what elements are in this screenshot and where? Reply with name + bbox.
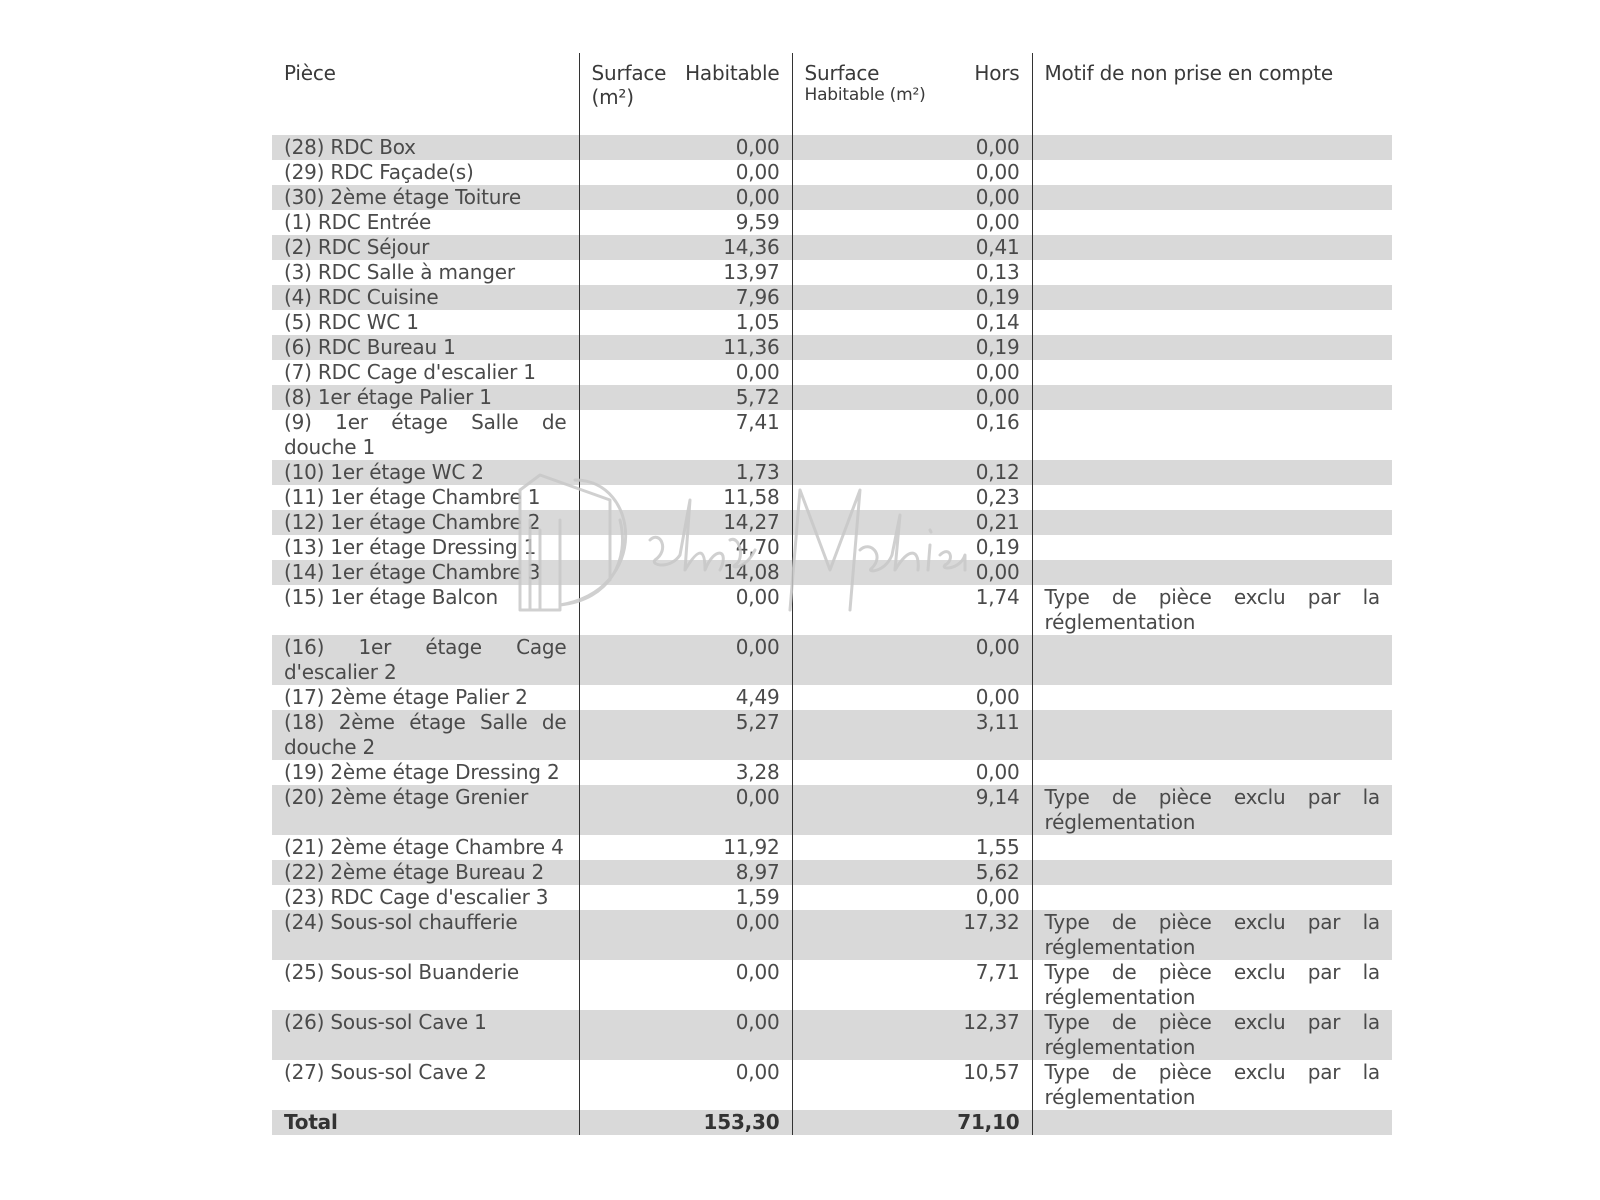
cell-surface-hors-habitable: 0,00 — [792, 885, 1032, 910]
cell-piece: (16) 1er étage Cage d'escalier 2 — [272, 635, 579, 685]
cell-piece: (8) 1er étage Palier 1 — [272, 385, 579, 410]
table-row — [272, 710, 1392, 760]
cell-surface-habitable: 0,00 — [579, 185, 792, 210]
cell-motif — [1032, 460, 1392, 485]
header-hab-word2: Habitable — [685, 61, 780, 85]
cell-surface-habitable: 0,00 — [579, 635, 792, 685]
table-row — [272, 585, 1392, 635]
cell-surface-hors-habitable: 0,23 — [792, 485, 1032, 510]
cell-surface-habitable: 5,27 — [579, 710, 792, 760]
header-hab-unit: (m²) — [591, 85, 634, 109]
cell-surface-habitable: 5,72 — [579, 385, 792, 410]
total-motif — [1032, 1110, 1392, 1135]
table-body — [272, 123, 1392, 1135]
cell-surface-hors-habitable: 0,00 — [792, 635, 1032, 685]
cell-surface-hors-habitable: 0,00 — [792, 160, 1032, 185]
cell-motif — [1032, 185, 1392, 210]
header-piece-label: Pièce — [284, 61, 336, 85]
cell-motif — [1032, 835, 1392, 860]
cell-surface-hors-habitable: 0,00 — [792, 385, 1032, 410]
table-row — [272, 210, 1392, 235]
cell-motif: Type de pièce exclu par la réglementation — [1032, 585, 1392, 635]
table-row — [272, 960, 1392, 1010]
header-hab-word1: Surface — [591, 61, 667, 85]
cell-piece: (4) RDC Cuisine — [272, 285, 579, 310]
cell-surface-hors-habitable: 9,14 — [792, 785, 1032, 835]
table-row — [272, 835, 1392, 860]
table-row — [272, 335, 1392, 360]
cell-piece: (21) 2ème étage Chambre 4 — [284, 835, 564, 859]
cell-surface-hors-habitable: 10,57 — [792, 1060, 1032, 1110]
cell-surface-hors-habitable: 1,74 — [792, 585, 1032, 635]
header-hors-word2: Hors — [974, 61, 1020, 85]
cell-piece: (14) 1er étage Chambre 3 — [272, 560, 579, 585]
cell-surface-habitable: 1,59 — [579, 885, 792, 910]
cell-motif — [1032, 235, 1392, 260]
cell-piece: (25) Sous-sol Buanderie — [284, 960, 520, 984]
cell-surface-habitable: 8,97 — [579, 860, 792, 885]
table-row — [272, 635, 1392, 685]
cell-surface-habitable: 0,00 — [579, 910, 792, 960]
cell-surface-hors-habitable: 0,12 — [792, 460, 1032, 485]
cell-motif — [1032, 635, 1392, 685]
cell-motif: Type de pièce exclu par la réglementation — [1032, 1060, 1392, 1110]
cell-motif: Type de pièce exclu par la réglementation — [1032, 960, 1392, 1010]
total-row — [272, 1110, 1392, 1135]
cell-surface-habitable: 1,73 — [579, 460, 792, 485]
cell-motif — [1032, 385, 1392, 410]
cell-piece: (10) 1er étage WC 2 — [272, 460, 579, 485]
cell-motif — [1032, 685, 1392, 710]
cell-motif — [1032, 360, 1392, 385]
header-spacer — [272, 123, 1392, 135]
table-row — [272, 485, 1392, 510]
cell-piece: (26) Sous-sol Cave 1 — [272, 1010, 579, 1060]
table-row — [272, 185, 1392, 210]
header-surface-hors-habitable — [792, 53, 1032, 123]
cell-surface-habitable: 11,58 — [579, 485, 792, 510]
cell-surface-habitable: 11,92 — [579, 835, 792, 860]
table-row — [272, 885, 1392, 910]
cell-motif — [1032, 410, 1392, 460]
header-hors-word1: Surface — [804, 61, 880, 85]
cell-motif — [1032, 335, 1392, 360]
cell-piece: (13) 1er étage Dressing 1 — [284, 535, 537, 559]
cell-motif — [1032, 560, 1392, 585]
cell-surface-hors-habitable: 0,19 — [792, 285, 1032, 310]
cell-surface-habitable: 0,00 — [579, 1060, 792, 1110]
cell-surface-habitable: 0,00 — [579, 135, 792, 160]
table-row — [272, 410, 1392, 460]
cell-motif — [1032, 885, 1392, 910]
cell-motif — [1032, 710, 1392, 760]
table-row — [272, 235, 1392, 260]
cell-surface-habitable: 14,08 — [579, 560, 792, 585]
cell-piece: (12) 1er étage Chambre 2 — [272, 510, 579, 535]
cell-surface-habitable: 11,36 — [579, 335, 792, 360]
cell-motif — [1032, 760, 1392, 785]
header-piece — [272, 53, 579, 123]
cell-surface-habitable: 7,96 — [579, 285, 792, 310]
header-motif-label: Motif de non prise en compte — [1044, 61, 1333, 85]
cell-piece: (3) RDC Salle à manger — [284, 260, 515, 284]
header-hors-unit: Habitable (m²) — [804, 85, 926, 105]
cell-motif — [1032, 510, 1392, 535]
cell-piece: (5) RDC WC 1 — [284, 310, 419, 334]
cell-piece: (6) RDC Bureau 1 — [272, 335, 579, 360]
cell-surface-hors-habitable: 0,00 — [792, 360, 1032, 385]
cell-surface-habitable: 0,00 — [579, 960, 792, 1010]
cell-piece: (7) RDC Cage d'escalier 1 — [284, 360, 536, 384]
cell-piece: (18) 2ème étage Salle de douche 2 — [272, 710, 579, 760]
cell-motif — [1032, 485, 1392, 510]
cell-piece: (30) 2ème étage Toiture — [272, 185, 579, 210]
cell-motif: Type de pièce exclu par la réglementation — [1032, 1010, 1392, 1060]
total-label: Total — [272, 1110, 579, 1135]
cell-surface-habitable: 0,00 — [579, 160, 792, 185]
cell-surface-hors-habitable: 5,62 — [792, 860, 1032, 885]
cell-surface-habitable: 0,00 — [579, 785, 792, 835]
cell-motif: Type de pièce exclu par la réglementation — [1032, 910, 1392, 960]
cell-surface-hors-habitable: 0,00 — [792, 135, 1032, 160]
cell-surface-hors-habitable: 17,32 — [792, 910, 1032, 960]
cell-surface-hors-habitable: 0,19 — [792, 535, 1032, 560]
cell-piece: (17) 2ème étage Palier 2 — [284, 685, 528, 709]
cell-surface-hors-habitable: 0,00 — [792, 685, 1032, 710]
cell-motif — [1032, 860, 1392, 885]
total-surface-hors-habitable: 71,10 — [792, 1110, 1032, 1135]
cell-motif — [1032, 160, 1392, 185]
table-row — [272, 310, 1392, 335]
cell-surface-habitable: 4,49 — [579, 685, 792, 710]
cell-piece: (15) 1er étage Balcon — [284, 585, 499, 609]
cell-surface-hors-habitable: 0,19 — [792, 335, 1032, 360]
cell-piece: (22) 2ème étage Bureau 2 — [272, 860, 579, 885]
cell-surface-habitable: 3,28 — [579, 760, 792, 785]
table-row — [272, 135, 1392, 160]
table-row — [272, 160, 1392, 185]
surface-table — [272, 53, 1392, 1135]
table-row — [272, 360, 1392, 385]
table-row — [272, 685, 1392, 710]
table-row — [272, 385, 1392, 410]
table-row — [272, 260, 1392, 285]
cell-surface-habitable: 1,05 — [579, 310, 792, 335]
cell-surface-hors-habitable: 12,37 — [792, 1010, 1032, 1060]
table-row — [272, 785, 1392, 835]
cell-surface-hors-habitable: 7,71 — [792, 960, 1032, 1010]
table-row — [272, 560, 1392, 585]
cell-surface-hors-habitable: 0,14 — [792, 310, 1032, 335]
cell-piece: (27) Sous-sol Cave 2 — [284, 1060, 487, 1084]
cell-surface-hors-habitable: 0,21 — [792, 510, 1032, 535]
cell-motif: Type de pièce exclu par la réglementation — [1032, 785, 1392, 835]
table-row — [272, 910, 1392, 960]
header-surface-habitable — [579, 53, 792, 123]
cell-piece: (1) RDC Entrée — [284, 210, 432, 234]
header-motif — [1032, 53, 1392, 123]
table-row — [272, 860, 1392, 885]
cell-piece: (23) RDC Cage d'escalier 3 — [284, 885, 549, 909]
cell-surface-habitable: 0,00 — [579, 360, 792, 385]
cell-surface-habitable: 14,36 — [579, 235, 792, 260]
cell-surface-habitable: 4,70 — [579, 535, 792, 560]
table-row — [272, 460, 1392, 485]
cell-surface-hors-habitable: 1,55 — [792, 835, 1032, 860]
table-row — [272, 1060, 1392, 1110]
cell-surface-hors-habitable: 3,11 — [792, 710, 1032, 760]
cell-surface-habitable: 0,00 — [579, 1010, 792, 1060]
cell-piece: (29) RDC Façade(s) — [284, 160, 474, 184]
cell-motif — [1032, 135, 1392, 160]
cell-motif — [1032, 535, 1392, 560]
surface-table-container — [272, 53, 1392, 1135]
cell-surface-hors-habitable: 0,00 — [792, 185, 1032, 210]
cell-piece: (24) Sous-sol chaufferie — [272, 910, 579, 960]
cell-surface-hors-habitable: 0,13 — [792, 260, 1032, 285]
cell-piece: (2) RDC Séjour — [272, 235, 579, 260]
cell-surface-habitable: 9,59 — [579, 210, 792, 235]
cell-piece: (20) 2ème étage Grenier — [272, 785, 579, 835]
cell-surface-hors-habitable: 0,00 — [792, 760, 1032, 785]
cell-surface-habitable: 14,27 — [579, 510, 792, 535]
cell-surface-habitable: 7,41 — [579, 410, 792, 460]
table-row — [272, 760, 1392, 785]
cell-piece: (28) RDC Box — [272, 135, 579, 160]
table-row — [272, 285, 1392, 310]
cell-piece: (9) 1er étage Salle de douche 1 — [284, 410, 567, 459]
cell-motif — [1032, 285, 1392, 310]
cell-surface-habitable: 0,00 — [579, 585, 792, 635]
table-header-row — [272, 53, 1392, 123]
cell-piece: (11) 1er étage Chambre 1 — [284, 485, 541, 509]
table-row — [272, 1010, 1392, 1060]
cell-motif — [1032, 260, 1392, 285]
total-surface-habitable: 153,30 — [579, 1110, 792, 1135]
cell-surface-hors-habitable: 0,16 — [792, 410, 1032, 460]
cell-surface-hors-habitable: 0,41 — [792, 235, 1032, 260]
cell-surface-habitable: 13,97 — [579, 260, 792, 285]
table-row — [272, 535, 1392, 560]
cell-surface-hors-habitable: 0,00 — [792, 560, 1032, 585]
table-row — [272, 510, 1392, 535]
cell-motif — [1032, 310, 1392, 335]
cell-surface-hors-habitable: 0,00 — [792, 210, 1032, 235]
cell-piece: (19) 2ème étage Dressing 2 — [284, 760, 560, 784]
cell-motif — [1032, 210, 1392, 235]
